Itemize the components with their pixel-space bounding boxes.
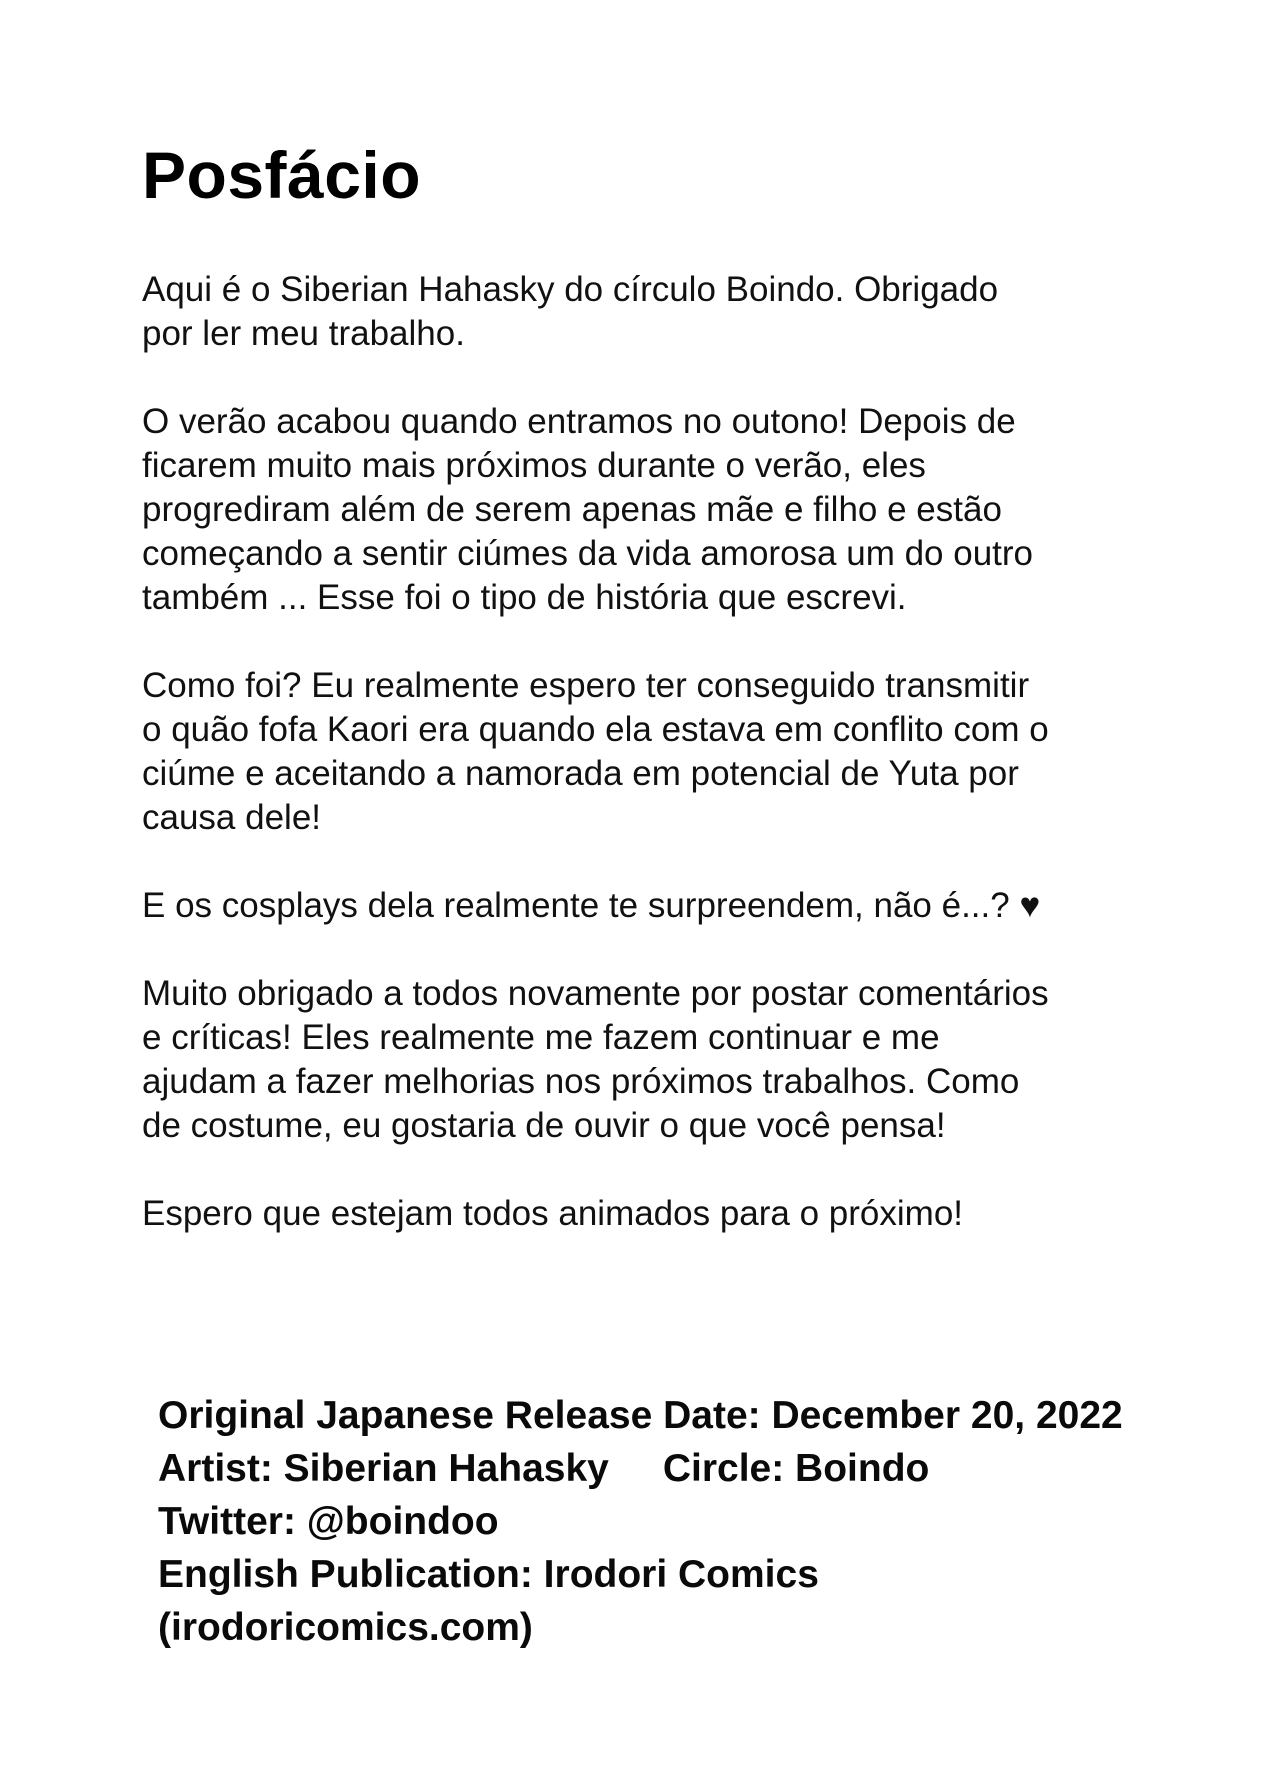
artist-credit: Artist: Siberian Hahasky [158,1447,609,1490]
text-line: causa dele! [142,798,322,837]
text-line: de costume, eu gostaria de ouvir o que você pensa! [142,1106,946,1145]
text-line: Como foi? Eu realmente espero ter conseguido transmitir [142,666,1030,705]
paragraph-story [142,400,1242,620]
publication-credit: English Publication: Irodori Comics [158,1553,819,1596]
page-title: Posfácio [142,138,422,212]
artist-circle-line [158,1442,1248,1495]
text-line: Muito obrigado a todos novamente por postar comentários [142,974,1049,1013]
text-line: começando a sentir ciúmes da vida amorosa um do outro [142,534,1034,573]
paragraph-thanks [142,972,1242,1148]
text-line: E os cosplays dela realmente te surpreendem, não é...? ♥ [142,886,1041,925]
text-line: Espero que estejam todos animados para o próximo! [142,1194,964,1233]
text-line: progrediram além de serem apenas mãe e filho e estão [142,490,1002,529]
release-date: Original Japanese Release Date: December 20, 2022 [158,1394,1123,1437]
text-line: ciúme e aceitando a namorada em potencial de Yuta por [142,754,1019,793]
text-line: Aqui é o Siberian Hahasky do círculo Boindo. Obrigado [142,270,999,309]
credits-block [158,1389,1248,1654]
text-line: também ... Esse foi o tipo de história que escrevi. [142,578,907,617]
paragraph-question [142,664,1242,840]
text-line: ficarem muito mais próximos durante o verão, eles [142,446,926,485]
twitter-credit: Twitter: @boindoo [158,1500,499,1543]
paragraph-cosplay [142,884,1242,928]
text-line: o quão fofa Kaori era quando ela estava em conflito com o [142,710,1049,749]
website-credit: (irodoricomics.com) [158,1606,533,1649]
text-line: por ler meu trabalho. [142,314,465,353]
paragraph-intro [142,268,1242,356]
afterword-body [142,268,1242,1236]
text-line: O verão acabou quando entramos no outono! Depois de [142,402,1016,441]
text-line: ajudam a fazer melhorias nos próximos trabalhos. Como [142,1062,1020,1101]
circle-credit: Circle: Boindo [662,1447,930,1490]
paragraph-closing [142,1192,1242,1236]
text-line: e críticas! Eles realmente me fazem continuar e me [142,1018,940,1057]
